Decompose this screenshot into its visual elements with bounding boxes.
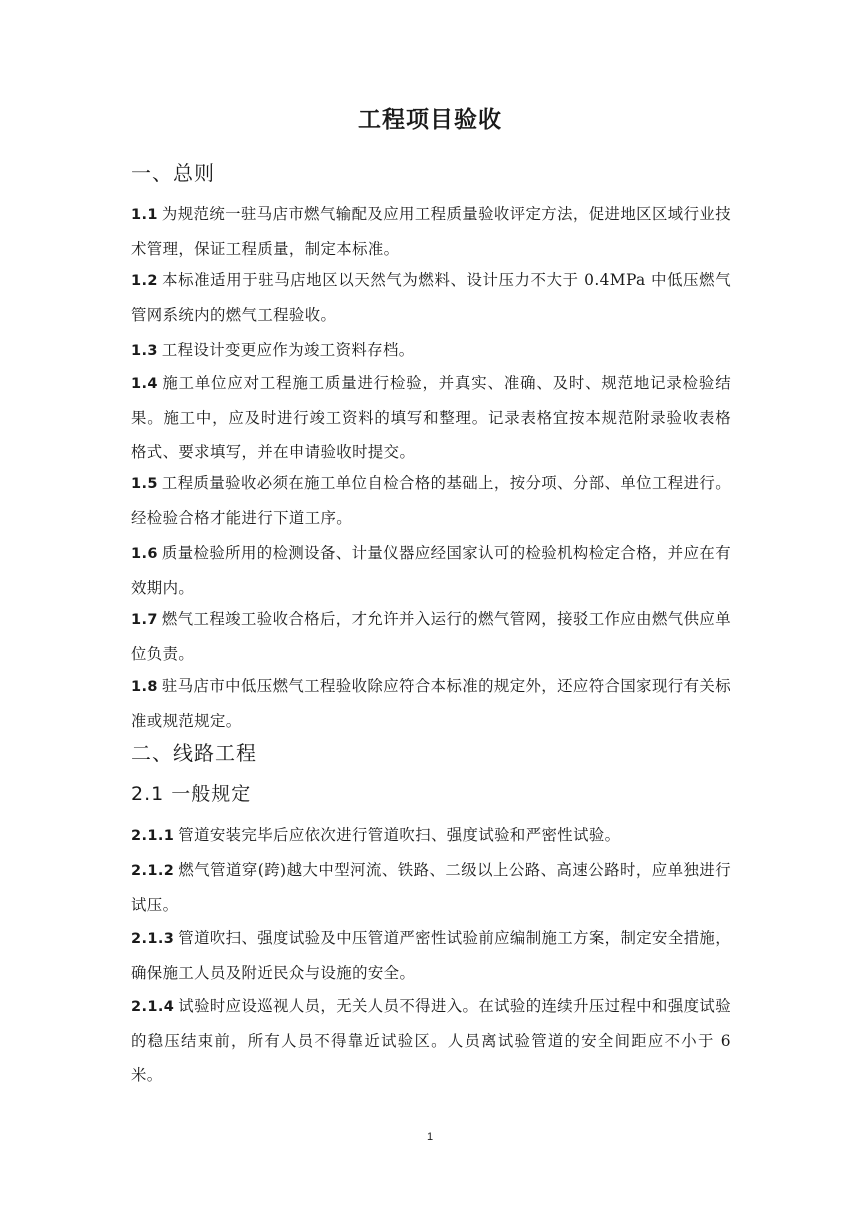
clause-1-3 [131,333,731,368]
subsection-heading-general-rules: 2.1 一般规定 [131,783,252,805]
clause-2-1-1 [131,818,731,853]
clause-number: 1.2 [131,273,158,289]
document-title: 工程项目验收 [358,107,502,133]
clause-number: 1.6 [131,546,158,562]
section-heading-line-works: 二、线路工程 [131,741,257,765]
clause-text: 施工单位应对工程施工质量进行检验，并真实、准确、及时、规范地记录检验结果。施工中，应及时进行竣工资料的填写和整理。记录表格宜按本规范附录验收表格格式、要求填写，并在申请验收时提交。 [131,374,731,461]
clause-number: 2.1.3 [131,931,175,947]
clause-text: 燃气工程竣工验收合格后，才允许并入运行的燃气管网，接驳工作应由燃气供应单位负责。 [131,610,731,663]
clause-number: 1.3 [131,343,158,359]
clause-1-7 [131,602,731,671]
clause-text: 管道吹扫、强度试验及中压管道严密性试验前应编制施工方案，制定安全措施，确保施工人员及附近民众与设施的安全。 [131,929,731,982]
clause-number: 2.1.4 [131,999,175,1015]
clause-1-5 [131,466,731,535]
clause-2-1-4 [131,989,731,1092]
clause-1-1 [131,197,731,266]
clause-text: 驻马店市中低压燃气工程验收除应符合本标准的规定外，还应符合国家现行有关标准或规范规定。 [131,677,731,730]
clause-1-4 [131,366,731,469]
clause-text: 燃气管道穿(跨)越大中型河流、铁路、二级以上公路、高速公路时，应单独进行试压。 [131,861,731,914]
clause-number: 2.1.1 [131,828,175,844]
section-heading-general: 一、总则 [131,161,215,185]
clause-text: 工程设计变更应作为竣工资料存档。 [161,341,415,359]
clause-number: 1.5 [131,476,158,492]
clause-number: 1.8 [131,679,158,695]
clause-text: 为规范统一驻马店市燃气输配及应用工程质量验收评定方法，促进地区区域行业技术管理，保证工程质量，制定本标准。 [131,205,731,258]
clause-1-2 [131,263,731,332]
clause-number: 2.1.2 [131,863,175,879]
clause-text: 质量检验所用的检测设备、计量仪器应经国家认可的检验机构检定合格，并应在有效期内。 [131,544,731,597]
clause-1-8 [131,669,731,738]
clause-1-6 [131,536,731,605]
clause-number: 1.1 [131,207,158,223]
clause-text: 试验时应设巡视人员，无关人员不得进入。在试验的连续升压过程中和强度试验的稳压结束前，所有人员不得靠近试验区。人员离试验管道的安全间距应不小于 6 米。 [131,997,731,1084]
clause-text: 工程质量验收必须在施工单位自检合格的基础上，按分项、分部、单位工程进行。经检验合格才能进行下道工序。 [131,474,731,527]
clause-text: 管道安装完毕后应依次进行管道吹扫、强度试验和严密性试验。 [178,826,621,844]
clause-number: 1.4 [131,376,158,392]
clause-text: 本标准适用于驻马店地区以天然气为燃料、设计压力不大于 0.4MPa 中低压燃气管网系统内的燃气工程验收。 [131,271,731,324]
clause-2-1-3 [131,921,731,990]
clause-2-1-2 [131,853,731,922]
clause-number: 1.7 [131,612,158,628]
page-number: 1 [426,1131,434,1143]
